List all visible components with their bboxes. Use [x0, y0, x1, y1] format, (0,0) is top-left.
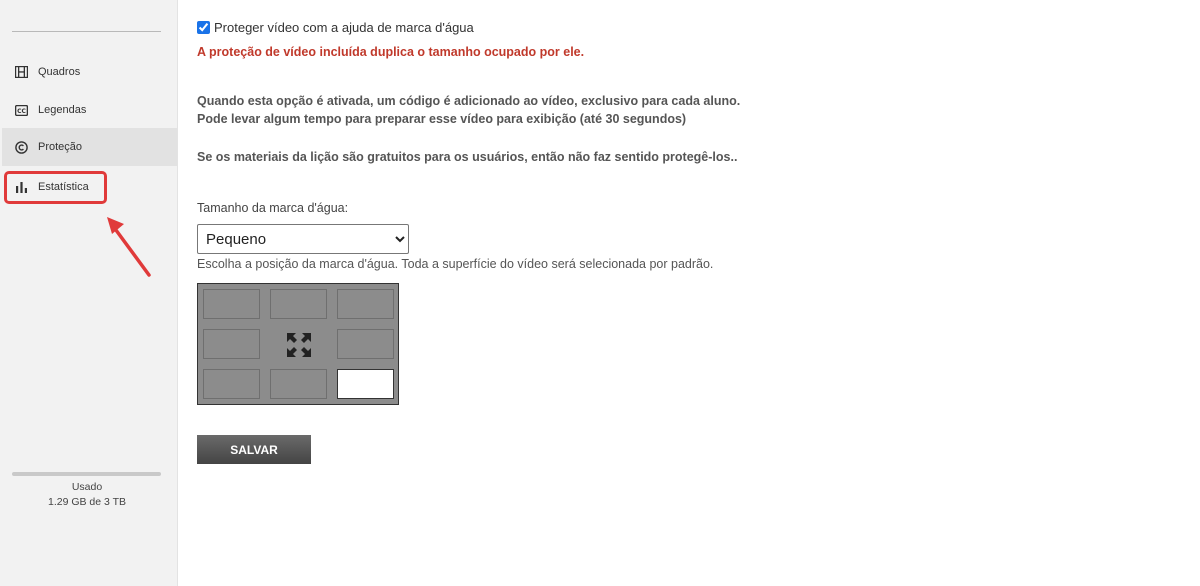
- position-cell-middle-right[interactable]: [337, 329, 394, 359]
- position-cell-bottom-left[interactable]: [203, 369, 260, 399]
- cc-icon: [14, 103, 28, 117]
- sidebar-item-label: Legendas: [38, 104, 87, 116]
- save-button[interactable]: SALVAR: [197, 435, 311, 464]
- sidebar-divider: [12, 31, 161, 32]
- protect-checkbox-row[interactable]: [197, 20, 474, 35]
- position-cell-top-right[interactable]: [337, 289, 394, 319]
- size-warning: A proteção de vídeo incluída duplica o tamanho ocupado por ele.: [197, 45, 585, 59]
- sidebar-item-legendas[interactable]: [2, 91, 177, 129]
- sidebar-item-label: Estatística: [38, 181, 89, 193]
- copyright-icon: [14, 140, 28, 154]
- annotation-arrow-icon: [100, 212, 156, 282]
- sidebar: [0, 0, 178, 586]
- position-cell-top-center[interactable]: [270, 289, 327, 319]
- position-cell-top-left[interactable]: [203, 289, 260, 319]
- protect-checkbox[interactable]: [197, 21, 210, 34]
- storage-value: 1.29 GB de 3 TB: [47, 496, 127, 508]
- svg-text:CC: CC: [16, 107, 26, 115]
- sidebar-item-quadros[interactable]: [2, 53, 177, 91]
- info-text: Quando esta opção é ativada, um código é adicionado ao vídeo, exclusivo para cada aluno.: [197, 94, 741, 108]
- sidebar-item-label: Quadros: [38, 66, 81, 78]
- position-cell-bottom-right[interactable]: [337, 369, 394, 399]
- position-hint: Escolha a posição da marca d'água. Toda a superfície do vídeo será selecionada por padrão.: [197, 257, 714, 271]
- position-cell-middle-left[interactable]: [203, 329, 260, 359]
- info-text: Se os materiais da lição são gratuitos para os usuários, então não faz sentido protegê-los..: [197, 150, 738, 164]
- film-icon: [14, 65, 28, 79]
- watermark-position-grid: [197, 283, 399, 405]
- sidebar-item-label: Proteção: [38, 141, 83, 153]
- highlight-box: [4, 171, 107, 204]
- sidebar-item-protecao[interactable]: [2, 128, 177, 166]
- storage-label: Usado: [71, 481, 103, 493]
- position-cell-bottom-center[interactable]: [270, 369, 327, 399]
- expand-arrows-icon[interactable]: [286, 332, 312, 358]
- info-text: Pode levar algum tempo para preparar esse vídeo para exibição (até 30 segundos): [197, 112, 687, 126]
- watermark-size-select[interactable]: [197, 224, 409, 254]
- protect-checkbox-label: Proteger vídeo com a ajuda de marca d'água: [214, 20, 474, 35]
- storage-bar: [12, 472, 161, 476]
- watermark-size-label: Tamanho da marca d'água:: [197, 201, 349, 215]
